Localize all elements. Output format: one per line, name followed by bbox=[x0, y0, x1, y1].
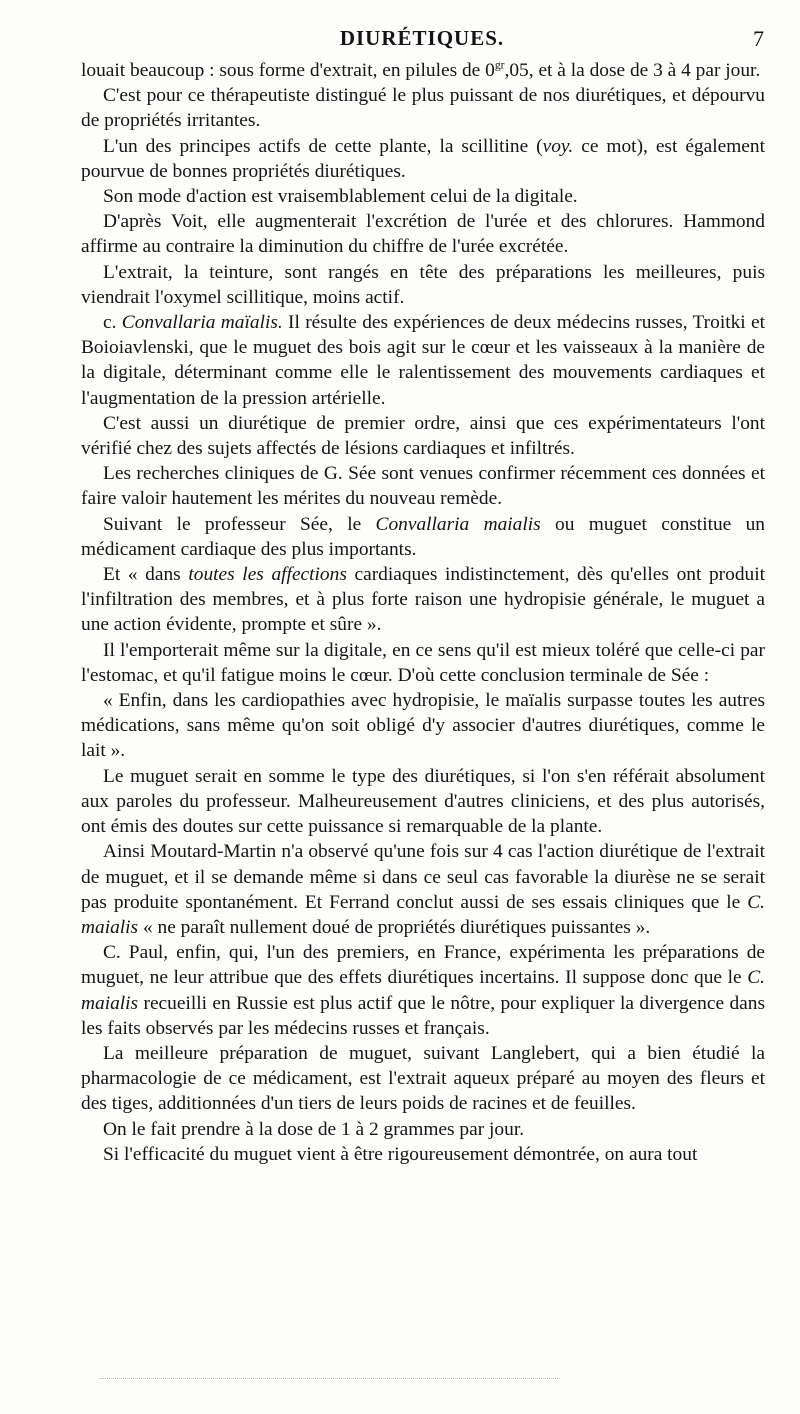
superscript-text: gr bbox=[494, 58, 505, 72]
paragraph bbox=[81, 562, 765, 638]
paragraph-text: C. Paul, enfin, qui, l'un des premiers, en France, expérimenta les préparations de muguet, ne leur attribue que des effets diurétiques incertains. Il suppose donc que le bbox=[81, 942, 765, 989]
paragraph-text: C'est pour ce thérapeutiste distingué le plus puissant de nos diurétiques, et dépourvu de propriétés irritantes. bbox=[81, 85, 765, 132]
paragraph-text: Les recherches cliniques de G. Sée sont venues confirmer récemment ces données et faire valoir hautement les mérites du nouveau remède. bbox=[81, 463, 765, 510]
body-text bbox=[81, 58, 765, 1167]
paragraph-text: « ne paraît nullement doué de propriétés diurétiques puissantes ». bbox=[138, 916, 651, 938]
italic-text: C. maialis bbox=[81, 891, 765, 938]
paragraph-text: Suivant le professeur Sée, le bbox=[103, 513, 376, 535]
italic-text: C. maialis bbox=[81, 967, 765, 1014]
paragraph-text: L'extrait, la teinture, sont rangés en tête des préparations les meilleures, puis viendrait l'oxymel scillitique, moins actif. bbox=[81, 261, 765, 308]
paragraph bbox=[81, 940, 765, 1041]
paragraph bbox=[81, 58, 765, 83]
paragraph-text: D'après Voit, elle augmenterait l'excrétion de l'urée et des chlorures. Hammond affirme au contraire la diminution du chiffre de l'urée excrétée. bbox=[81, 211, 765, 258]
paragraph bbox=[81, 1142, 765, 1167]
paragraph-text: « Enfin, dans les cardiopathies avec hydropisie, le maïalis surpasse toutes les autres médications, sans même qu'on soit obligé d'y associer d'autres diurétiques, comme le lait ». bbox=[81, 690, 765, 762]
italic-text: Convallaria maialis bbox=[375, 513, 541, 535]
paragraph-text: louait beaucoup : sous forme d'extrait, en pilules de 0 bbox=[81, 60, 495, 81]
paragraph-text: La meilleure préparation de muguet, suivant Langlebert, qui a bien étudié la pharmacologie de ce médicament, est l'extrait aqueux préparé au moyen des fleurs et des tiges, additionnées d'un tiers de leurs poids de racines et de feuilles. bbox=[81, 1042, 765, 1115]
paragraph-text: recueilli en Russie est plus actif que le nôtre, pour expliquer la divergence dans les faits observés par les médecins russes et français. bbox=[81, 992, 765, 1039]
paragraph bbox=[81, 688, 765, 764]
paragraph bbox=[81, 638, 765, 688]
paragraph bbox=[81, 512, 765, 562]
footer-smudge bbox=[100, 1378, 560, 1379]
paragraph-text: C'est aussi un diurétique de premier ordre, ainsi que ces expérimentateurs l'ont vérifié chez des sujets affectés de lésions cardiaques et infiltrés. bbox=[81, 412, 765, 460]
paragraph-text: Et « dans bbox=[103, 564, 189, 586]
paragraph-text: L'un des principes actifs de cette plante, la scillitine ( bbox=[103, 135, 543, 157]
paragraph bbox=[81, 461, 765, 511]
paragraph-text: Le muguet serait en somme le type des diurétiques, si l'on s'en référait absolument aux paroles du professeur. Malheureusement d'autres cliniciens, et des plus autorisés, ont émis des doutes sur cette puissance si remarquable de la plante. bbox=[81, 765, 765, 838]
paragraph-text: Son mode d'action est vraisemblablement celui de la digitale. bbox=[103, 186, 578, 208]
paragraph-text: Il résulte des expériences de deux médecins russes, Troitki et Boioiavlenski, que le muguet des bois agit sur le cœur et les vaisseaux à la manière de la digitale, déterminant comme elle le ralentissement des mouvements cardiaques et l'augmentation de la pression artérielle. bbox=[81, 312, 765, 409]
italic-text: Convallaria maïalis. bbox=[121, 312, 283, 334]
paragraph-text: Il l'emporterait même sur la digitale, en ce sens qu'il est mieux toléré que celle-ci par l'estomac, et qu'il fatigue moins le cœur. D'où cette conclusion terminale de Sée : bbox=[81, 639, 765, 686]
paragraph bbox=[81, 1041, 765, 1117]
italic-text: toutes les affections bbox=[188, 564, 347, 586]
paragraph bbox=[81, 839, 765, 940]
page-number: 7 bbox=[753, 26, 764, 51]
paragraph bbox=[81, 1117, 765, 1142]
paragraph-text: Ainsi Moutard-Martin n'a observé qu'une fois sur 4 cas l'action diurétique de l'extrait de muguet, et il se demande même si dans ce seul cas favorable la diurèse ne se serait pas produite spontanément. Et Ferrand conclut aussi de ses essais cliniques que le bbox=[81, 841, 765, 913]
paragraph bbox=[81, 134, 765, 184]
paragraph bbox=[81, 184, 765, 209]
paragraph-text: On le fait prendre à la dose de 1 à 2 grammes par jour. bbox=[103, 1118, 525, 1140]
paragraph-text: ou muguet constitue un médicament cardiaque des plus importants. bbox=[81, 513, 765, 560]
paragraph-text: ce mot), est également pourvue de bonnes propriétés diurétiques. bbox=[81, 135, 765, 182]
paragraph-text: c. bbox=[103, 312, 122, 334]
paragraph-text: Si l'efficacité du muguet vient à être rigoureusement démontrée, on aura tout bbox=[103, 1143, 698, 1165]
paragraph bbox=[81, 209, 765, 259]
running-title: DIURÉTIQUES. bbox=[339, 26, 505, 50]
page-header bbox=[80, 26, 764, 56]
paragraph bbox=[81, 260, 765, 310]
paragraph bbox=[81, 83, 765, 133]
paragraph bbox=[81, 310, 765, 411]
italic-text: voy. bbox=[542, 135, 574, 157]
paragraph bbox=[81, 411, 765, 461]
paragraph-text: cardiaques indistinctement, dès qu'elles ont produit l'infiltration des membres, et à plus forte raison une hydropisie générale, le muguet a une action évidente, prompte et sûre ». bbox=[81, 564, 766, 636]
paragraph-text: ,05, et à la dose de 3 à 4 par jour. bbox=[504, 60, 761, 81]
paragraph bbox=[81, 764, 765, 840]
